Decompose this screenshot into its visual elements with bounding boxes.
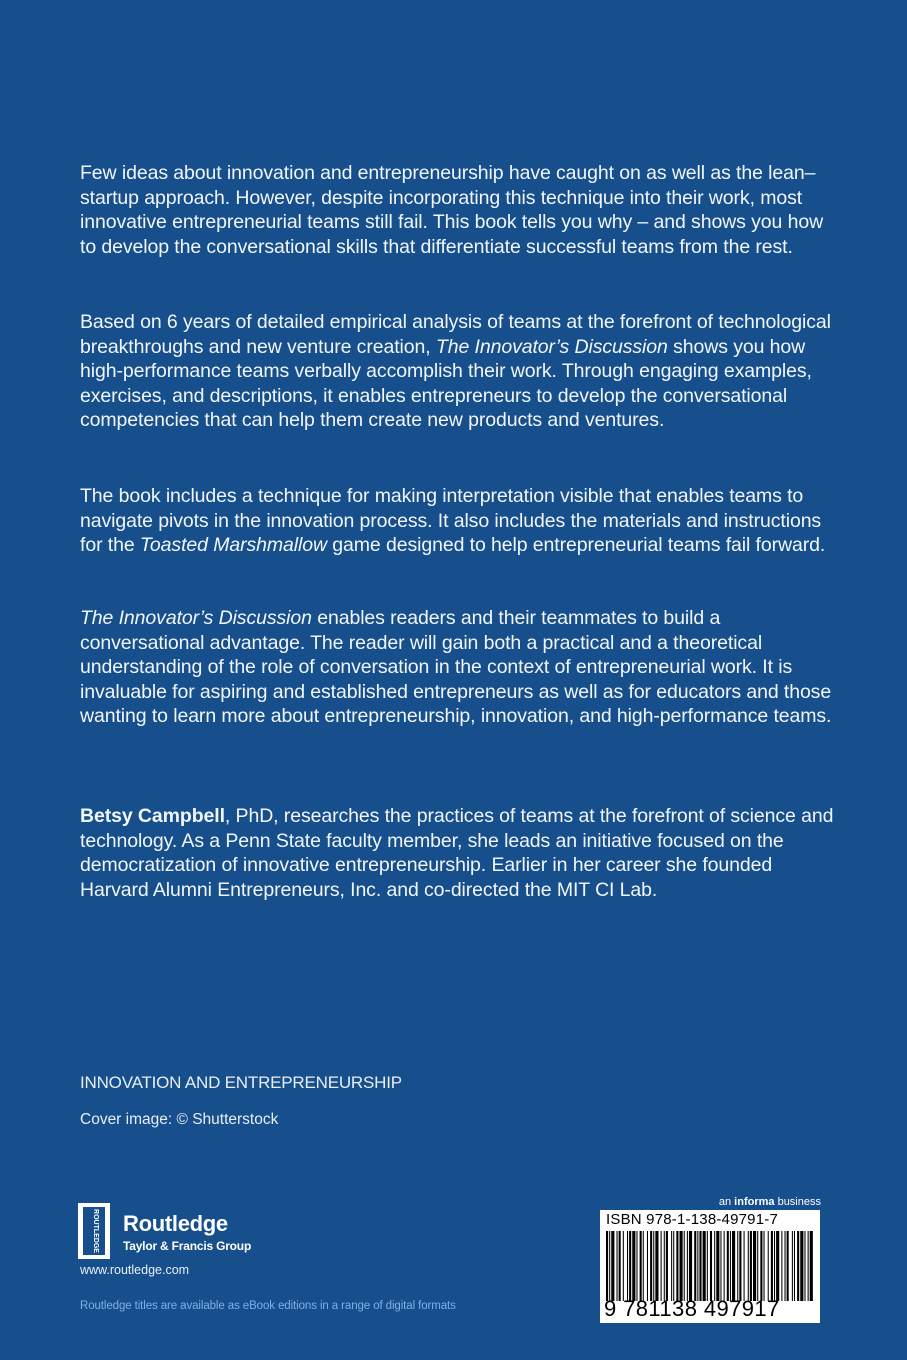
barcode-bar (629, 1231, 631, 1301)
barcode-bar (744, 1231, 745, 1301)
barcode-bar (804, 1231, 805, 1301)
barcode-bar (774, 1231, 775, 1301)
book-title-italic: The Innovator’s Discussion (435, 335, 668, 358)
barcode-bar (609, 1231, 610, 1301)
barcode-bar (768, 1231, 769, 1301)
barcode-bars (604, 1231, 816, 1301)
barcode-bar (689, 1231, 692, 1301)
barcode-bar (750, 1231, 752, 1301)
barcode-bar (808, 1231, 809, 1301)
informa-suffix: business (774, 1196, 821, 1208)
paragraph-1-text: Few ideas about innovation and entrepreneurship have caught on as well as the lean–startup approach. However, despite incorporating this technique into their work, most innovative entrepreneurial teams still fail. This book tells you why – and shows you how to develop the conversational skills that differentiate successful teams from the rest. (80, 162, 824, 258)
informa-tagline (719, 1196, 821, 1208)
cover-image-credit: Cover image: © Shutterstock (80, 1111, 279, 1128)
barcode-bar (640, 1231, 642, 1301)
publisher-website: www.routledge.com (80, 1263, 190, 1277)
barcode-bar (619, 1231, 621, 1301)
paragraph-2-text-a: Based on 6 years of detailed empirical analysis of teams at the forefront of technological breakthroughs and new venture creation, (80, 311, 831, 358)
barcode-bar (671, 1231, 672, 1301)
barcode-bar (684, 1231, 685, 1301)
barcode-bar (636, 1231, 637, 1301)
barcode-bar (666, 1231, 668, 1301)
routledge-mark-icon (78, 1203, 110, 1259)
barcode-bar (776, 1231, 779, 1301)
description-paragraph-1 (80, 161, 840, 259)
barcode-bar (699, 1231, 701, 1301)
barcode-bar (606, 1231, 608, 1301)
paragraph-3-text-a: The book includes a technique for making interpretation visible that enables teams to navigate pivots in the innovation process. It also includes the materials and instructions for the (80, 485, 822, 557)
barcode-bar (732, 1231, 735, 1301)
barcode-bar (753, 1231, 756, 1301)
barcode-bar (650, 1231, 652, 1301)
barcode-bar (787, 1231, 789, 1301)
informa-brand: informa (734, 1196, 775, 1208)
description-paragraph-4 (80, 606, 840, 729)
barcode-bar (611, 1231, 614, 1301)
barcode-bar (764, 1231, 765, 1301)
barcode-bar (710, 1231, 712, 1301)
barcode-bar (771, 1231, 773, 1301)
barcode-bar (643, 1231, 644, 1301)
barcode-bar (653, 1231, 654, 1301)
author-bio-text: , PhD, researches the practices of teams at the forefront of science and technology. As a Penn State faculty member, she leads an initiative focused on the democratization of innovative entrepreneurship. Earlier in her career she founded Harvard Alumni Entrepreneurs, Inc. and co-directed the MIT CI Lab. (80, 805, 834, 901)
barcode-bar (661, 1231, 662, 1301)
barcode-bar (714, 1231, 715, 1301)
informa-prefix: an (718, 1196, 735, 1208)
barcode-bar (623, 1231, 624, 1301)
isbn-label: ISBN 978-1-138-49791-7 (606, 1211, 779, 1228)
description-paragraph-3 (80, 484, 840, 558)
barcode-bar (781, 1231, 782, 1301)
barcode-bar (703, 1231, 706, 1301)
author-bio (80, 804, 840, 902)
routledge-logo (78, 1203, 278, 1263)
description-paragraph-2 (80, 310, 840, 433)
barcode-bar (697, 1231, 698, 1301)
barcode-bar (757, 1231, 758, 1301)
barcode-bar (655, 1231, 658, 1301)
barcode-bar (707, 1231, 708, 1301)
barcode-bar (785, 1231, 786, 1301)
ebook-availability-note: Routledge titles are available as eBook editions in a range of digital formats (80, 1300, 456, 1312)
publisher-group: Taylor & Francis Group (123, 1239, 252, 1253)
barcode-bar (627, 1231, 628, 1301)
barcode-bar (687, 1231, 688, 1301)
book-title-italic-2: The Innovator’s Discussion (80, 607, 312, 629)
routledge-mark-text: ROUTLEDGE (92, 1209, 99, 1253)
series-name: INNOVATION AND ENTREPRENEURSHIP (80, 1073, 402, 1092)
barcode-bar (739, 1231, 741, 1301)
barcode-bar (647, 1231, 648, 1301)
publisher-name: Routledge (123, 1211, 228, 1236)
barcode-bar (680, 1231, 683, 1301)
barcode-bar (810, 1231, 813, 1301)
barcode-bar (694, 1231, 696, 1301)
barcode-bar (617, 1231, 618, 1301)
barcode-bar (724, 1231, 725, 1301)
paragraph-2-text-b: shows you how high-performance teams verbally accomplish their work. Through engaging examples, exercises, and descriptions, it enables entrepreneurs to develop the conversational competencies that can help them create new products and ventures. (80, 335, 812, 432)
barcode-bar (716, 1231, 719, 1301)
author-name: Betsy Campbell (80, 805, 225, 827)
barcode-bar (760, 1231, 762, 1301)
barcode-bar (720, 1231, 721, 1301)
barcode-bar (794, 1231, 795, 1301)
barcode-digits: 9 781138 497917 (604, 1296, 780, 1321)
barcode-bar (632, 1231, 635, 1301)
barcode-bar (664, 1231, 665, 1301)
barcode-bar (676, 1231, 678, 1301)
paragraph-4-text: enables readers and their teammates to build a conversational advantage. The reader will gain both a practical and a theoretical understanding of the role of conversation in the context of entrepreneurial work. It is invaluable for aspiring and established entrepreneurs as well as for educators and those wanting to learn more about entrepreneurship, innovation, and high-performance teams. (80, 607, 832, 728)
barcode-bar (730, 1231, 731, 1301)
barcode-bar (800, 1231, 803, 1301)
paragraph-3-text-b: game designed to help entrepreneurial teams fail forward. (326, 534, 826, 557)
barcode-bar (737, 1231, 738, 1301)
game-title-italic: Toasted Marshmallow (139, 534, 327, 557)
barcode-bar (797, 1231, 799, 1301)
barcode-bar (727, 1231, 729, 1301)
barcode (600, 1210, 820, 1323)
barcode-bar (792, 1231, 793, 1301)
barcode-bar (673, 1231, 674, 1301)
barcode-bar (748, 1231, 749, 1301)
